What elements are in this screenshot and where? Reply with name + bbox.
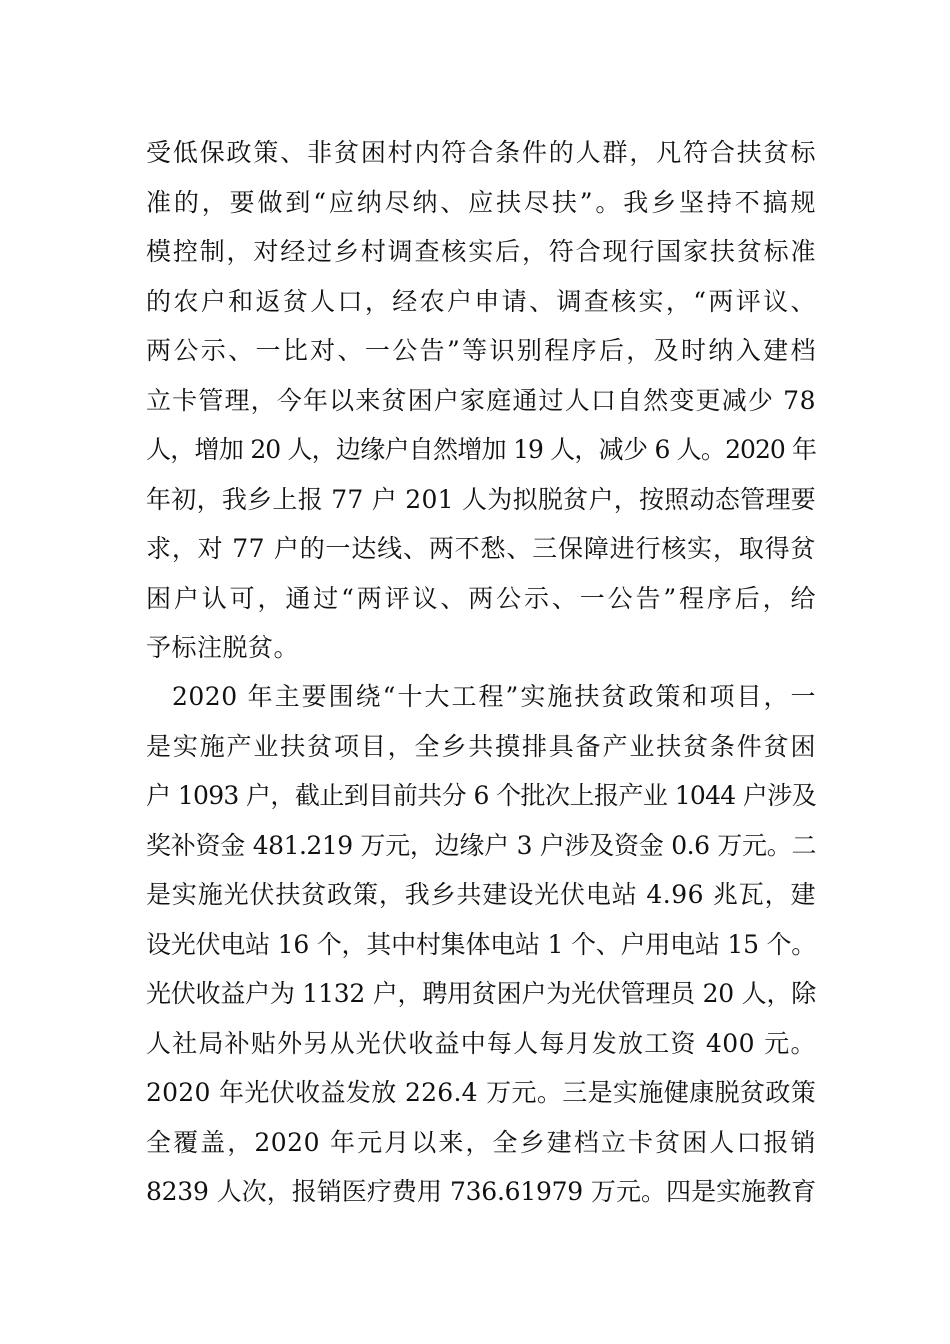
paragraph-line: 设光伏电站 16 个，其中村集体电站 1 个、户用电站 15 个。 (146, 929, 816, 959)
paragraph-line: 困户认可，通过“两评议、两公示、一公告”程序后，给 (146, 583, 816, 613)
paragraph-line: 准的，要做到“应纳尽纳、应扶尽扶”。我乡坚持不搞规 (146, 187, 816, 217)
paragraph-line: 受低保政策、非贫困村内符合条件的人群，凡符合扶贫标 (146, 138, 816, 167)
paragraph-line: 2020 年光伏收益发放 226.4 万元。三是实施健康脱贫政策 (146, 1078, 816, 1107)
paragraph-line: 户 1093 户，截止到目前共分 6 个批次上报产业 1044 户涉及 (146, 781, 816, 810)
paragraph-line: 两公示、一比对、一公告”等识别程序后，及时纳入建档 (146, 336, 816, 365)
paragraph-line: 2020 年主要围绕“十大工程”实施扶贫政策和项目，一 (172, 682, 816, 711)
paragraph-line: 是实施光伏扶贫政策，我乡共建设光伏电站 4.96 兆瓦，建 (146, 880, 816, 909)
paragraph-line: 全覆盖，2020 年元月以来，全乡建档立卡贫困人口报销 (146, 1127, 816, 1157)
paragraph-line: 8239 人次，报销医疗费用 736.61979 万元。四是实施教育 (146, 1177, 816, 1206)
paragraph-line: 是实施产业扶贫项目，全乡共摸排具备产业扶贫条件贫困 (146, 731, 816, 761)
paragraph-line: 人，增加 20 人，边缘户自然增加 19 人，减少 6 人。2020 年 (146, 435, 816, 464)
paragraph-line: 予标注脱贫。 (146, 633, 300, 662)
paragraph-line: 年初，我乡上报 77 户 201 人为拟脱贫户，按照动态管理要 (146, 484, 816, 514)
paragraph-line: 立卡管理，今年以来贫困户家庭通过人口自然变更减少 78 (146, 385, 816, 415)
paragraph-line: 求，对 77 户的一达线、两不愁、三保障进行核实，取得贫 (146, 534, 816, 563)
paragraph-1 (146, 128, 816, 673)
paragraph-line: 光伏收益户为 1132 户，聘用贫困户为光伏管理员 20 人，除 (146, 979, 816, 1008)
paragraph-line: 奖补资金 481.219 万元，边缘户 3 户涉及资金 0.6 万元。二 (146, 830, 816, 860)
paragraph-line: 的农户和返贫人口，经农户申请、调查核实，“两评议、 (146, 286, 816, 316)
paragraph-2 (146, 672, 816, 1217)
paragraph-line: 人社局补贴外另从光伏收益中每人每月发放工资 400 元。 (146, 1028, 816, 1058)
paragraph-line: 模控制，对经过乡村调查核实后，符合现行国家扶贫标准 (146, 237, 816, 266)
